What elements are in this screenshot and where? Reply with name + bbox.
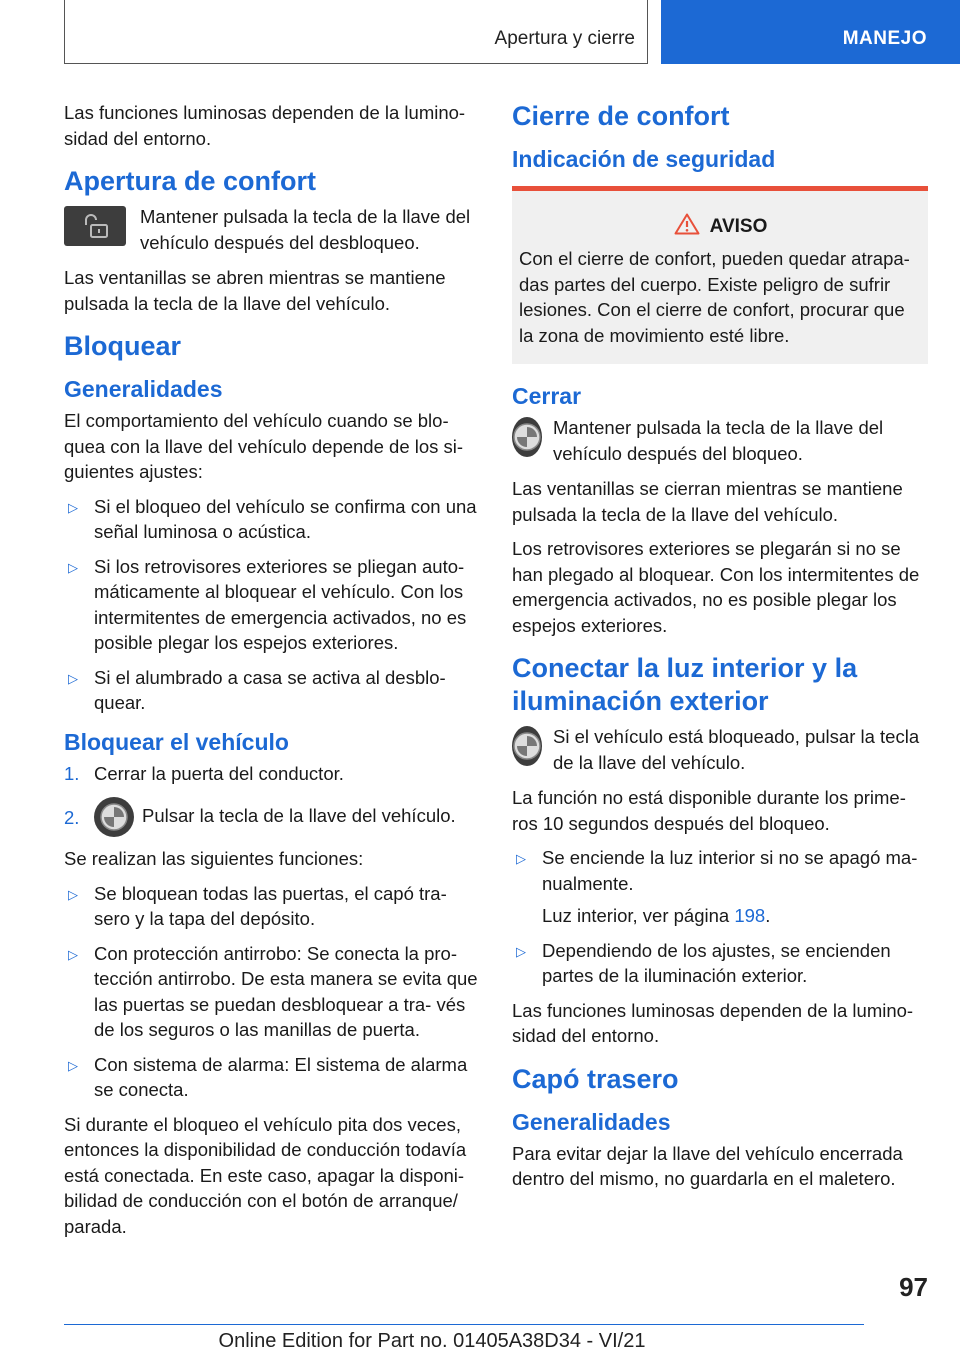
triangle-bullet-icon: ▷	[68, 670, 78, 686]
triangle-bullet-icon: ▷	[68, 886, 78, 902]
left-column	[64, 100, 478, 1248]
close-text: Mantener pulsada la tecla de la llave del vehículo después del bloqueo.	[553, 417, 884, 464]
list-item: ▷ Con protección antirrobo: Se conecta la pro‐ tección antirrobo. De esta manera se evita que las puertas se puedan desbloquear a tra‐ vés de los seguros o las manillas de puerta.	[68, 942, 478, 1040]
heading-comfort-opening: Apertura de confort	[64, 166, 317, 196]
list-item: ▷ Si el bloqueo del vehículo se confirma con una señal luminosa o acústica.	[68, 495, 477, 542]
lights-list	[512, 845, 928, 989]
triangle-bullet-icon: ▷	[68, 946, 78, 962]
comfort-open-text: Mantener pulsada la tecla de la llave del vehículo después del desbloqueo.	[140, 206, 471, 253]
heading-tailgate: Capó trasero	[512, 1063, 679, 1094]
close-instruction	[512, 415, 928, 466]
warning-text: Con el cierre de confort, pueden quedar atrapa‐ das partes del cuerpo. Existe peligro de sufrir lesiones. Con el cierre de confort, procurar que la zona de movimiento esté libre.	[519, 248, 910, 346]
triangle-bullet-icon: ▷	[516, 851, 526, 866]
windows-close-paragraph: Las ventanillas se cierran mientras se mantiene pulsada la tecla de la llave del vehículo.	[512, 478, 903, 525]
bmw-key-icon	[94, 797, 134, 837]
section-title: Apertura y cierre	[494, 28, 635, 49]
page-link[interactable]: 198	[734, 905, 766, 926]
heading-lock-vehicle: Bloquear el vehículo	[64, 728, 289, 755]
lights-text: Si el vehículo está bloqueado, pulsar la tecla de la llave del vehículo.	[553, 726, 920, 773]
not-available-paragraph: La función no está disponible durante los prime‐ ros 10 segundos después del bloqueo.	[512, 787, 906, 834]
step-item: 1. Cerrar la puerta del conductor.	[64, 762, 344, 784]
general-paragraph: El comportamiento del vehículo cuando se blo‐ quea con la llave del vehículo depende de los si‐ guientes ajustes:	[64, 410, 464, 482]
step-item: 2. Pulsar la tecla de la llave del vehículo.	[64, 795, 478, 837]
list-item: ▷ Dependiendo de los ajustes, se encienden partes de la iluminación exterior.	[516, 939, 891, 986]
heading-lock: Bloquear	[64, 331, 182, 361]
lights-instruction	[512, 724, 928, 775]
list-item: ▷ Con sistema de alarma: El sistema de alarma se conecta.	[68, 1053, 468, 1100]
heading-lights: Conectar la luz interior y la iluminación exterior	[512, 653, 858, 716]
page-reference: Luz interior, ver página 198.	[542, 905, 771, 926]
list-item: ▷ Si los retrovisores exteriores se pliegan auto‐ máticamente al bloquear el vehículo. Con los intermitentes de emergencia activados, no es posible plegar los espejos exteriores.	[68, 555, 467, 653]
heading-general: Generalidades	[64, 376, 223, 402]
list-item: ▷ Si el alumbrado a casa se activa al desblo‐ quear.	[68, 666, 446, 713]
mirrors-paragraph: Los retrovisores exteriores se plegarán si no se han plegado al bloquear. Con los intermitentes de emergencia activados, no es posible plegar los espejos exteriores.	[512, 538, 920, 636]
list-item: ▷ Se bloquean todas las puertas, el capó tra‐ sero y la tapa del depósito.	[68, 882, 447, 929]
tailgate-paragraph: Para evitar dejar la llave del vehículo encerrada dentro del mismo, no guardarla en el maletero.	[512, 1142, 903, 1189]
warning-title: AVISO	[709, 215, 768, 237]
chapter-tab[interactable]	[661, 0, 960, 64]
heading-comfort-closing: Cierre de confort	[512, 101, 730, 131]
triangle-bullet-icon: ▷	[516, 943, 526, 959]
general-list	[64, 494, 478, 716]
page-number: 97	[899, 1272, 928, 1302]
warning-header	[519, 213, 922, 240]
triangle-bullet-icon: ▷	[68, 559, 78, 575]
warning-box	[512, 186, 928, 364]
heading-general-2: Generalidades	[512, 1108, 671, 1135]
functions-paragraph: Se realizan las siguientes funciones:	[64, 848, 364, 869]
functions-list	[64, 881, 478, 1103]
bmw-key-icon	[512, 417, 542, 457]
right-column	[512, 100, 928, 1201]
chapter-tab-label: MANEJO	[842, 28, 927, 49]
warning-triangle-icon	[674, 213, 700, 240]
intro-paragraph: Las funciones luminosas dependen de la lumino‐ sidad del entorno.	[64, 102, 466, 149]
triangle-bullet-icon: ▷	[68, 499, 78, 515]
windows-open-paragraph: Las ventanillas se abren mientras se mantiene pulsada la tecla de la llave del vehículo.	[64, 267, 446, 314]
bmw-key-icon	[512, 726, 542, 766]
edition-footer: Online Edition for Part no. 01405A38D34 - VI/21	[218, 1330, 646, 1352]
beep-paragraph: Si durante el bloqueo el vehículo pita dos veces, entonces la disponibilidad de conducción todavía está conectada. En este caso, apagar la disponi‐ bilidad de conducción con el botón de arranque/ parada.	[64, 1113, 467, 1237]
unlock-key-icon	[64, 206, 126, 246]
comfort-open-instruction	[64, 204, 478, 255]
lights-outro-paragraph: Las funciones luminosas dependen de la lumino‐ sidad del entorno.	[512, 999, 914, 1046]
lock-steps	[64, 761, 478, 838]
footer-divider	[64, 1324, 864, 1325]
list-item: ▷ Se enciende la luz interior si no se apagó ma‐ nualmente. Luz interior, ver página 198.	[512, 845, 928, 929]
heading-safety: Indicación de seguridad	[512, 146, 776, 172]
triangle-bullet-icon: ▷	[68, 1057, 78, 1073]
heading-close: Cerrar	[512, 383, 582, 409]
